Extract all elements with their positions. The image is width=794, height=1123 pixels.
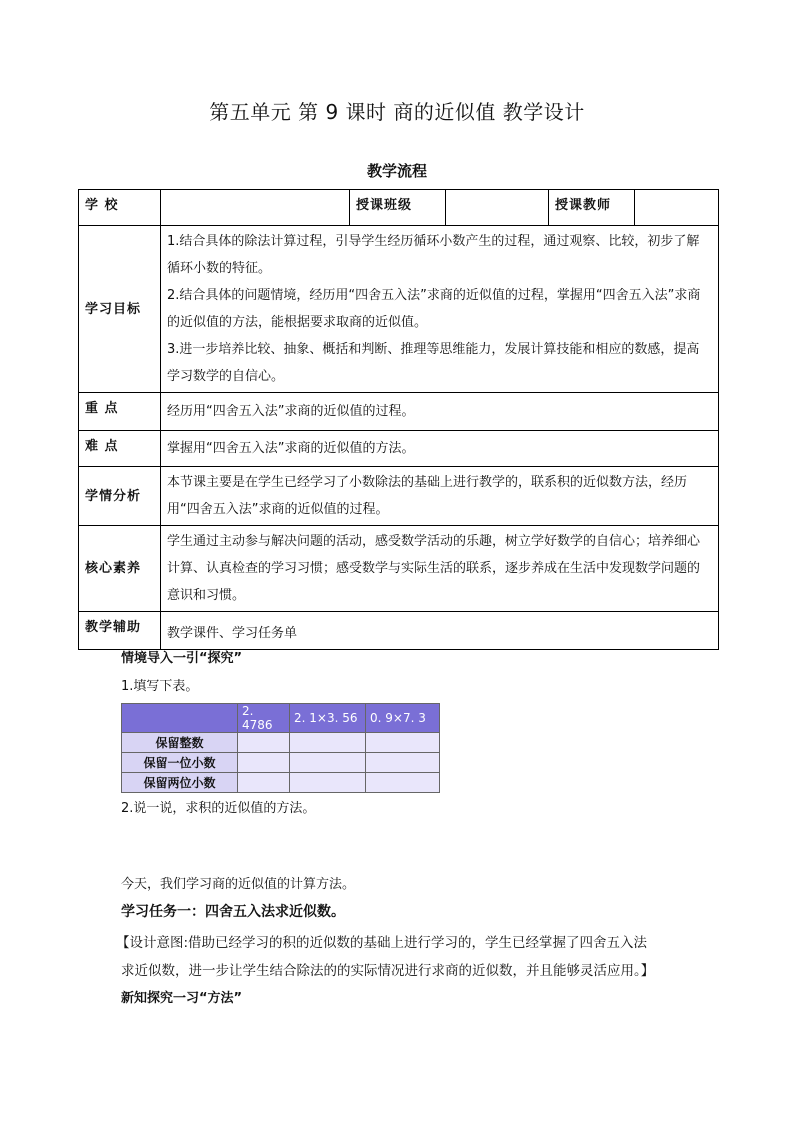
difficulty-label: 难 点 bbox=[79, 431, 161, 467]
teacher-value bbox=[635, 190, 719, 226]
objective-item: 3.进一步培养比较、抽象、概括和判断、推理等思维能力，发展计算技能和相应的数感，提高学习数学的自信心。 bbox=[167, 342, 700, 384]
fill-table-header: 2. 4786 bbox=[238, 704, 290, 733]
class-label: 授课班级 bbox=[350, 190, 446, 226]
design-intent-line: 求近似数，进一步让学生结合除法的的实际情况进行求商的近似数，并且能够灵活应用。】 bbox=[121, 963, 655, 979]
objectives-label: 学习目标 bbox=[79, 226, 161, 393]
fill-table-header bbox=[122, 704, 238, 733]
task-heading: 学习任务一：四舍五入法求近似数。 bbox=[121, 904, 345, 920]
school-value bbox=[161, 190, 350, 226]
section-subtitle: 教学流程 bbox=[366, 162, 427, 180]
difficulty-text: 掌握用“四舍五入法”求商的近似值的方法。 bbox=[161, 431, 719, 467]
school-label: 学 校 bbox=[79, 190, 161, 226]
fill-table-row-label: 保留整数 bbox=[122, 733, 238, 753]
fill-table-row-label: 保留一位小数 bbox=[122, 753, 238, 773]
lesson-info-table bbox=[78, 189, 719, 650]
fill-table-header: 2. 1×3. 56 bbox=[290, 704, 366, 733]
fill-table-row-label: 保留两位小数 bbox=[122, 773, 238, 793]
literacy-text: 学生通过主动参与解决问题的活动，感受数学活动的乐趣，树立学好数学的自信心；培养细心计算、认真检查的学习习惯；感受数学与实际生活的联系，逐步养成在生活中发现数学问题的意识和习惯。 bbox=[161, 526, 719, 612]
literacy-label: 核心素养 bbox=[79, 526, 161, 612]
fill-table-cell bbox=[290, 733, 366, 753]
objectives-cell bbox=[161, 226, 719, 393]
fill-table-cell bbox=[290, 773, 366, 793]
aids-label: 教学辅助 bbox=[79, 612, 161, 650]
fill-table-cell bbox=[290, 753, 366, 773]
design-intent-line: 【设计意图:借助已经学习的积的近似数的基础上进行学习的，学生已经掌握了四舍五入法 bbox=[116, 935, 648, 951]
key-point-label: 重 点 bbox=[79, 393, 161, 431]
fill-table-cell bbox=[238, 733, 290, 753]
document-title: 第五单元 第 9 课时 商的近似值 教学设计 bbox=[209, 100, 585, 124]
section-heading: 情境导入一引“探究” bbox=[121, 651, 243, 666]
step-2: 2.说一说，求积的近似值的方法。 bbox=[121, 801, 316, 816]
fill-in-table bbox=[121, 703, 440, 793]
new-explore-heading: 新知探究一习“方法” bbox=[121, 991, 243, 1006]
fill-table-header: 0. 9×7. 3 bbox=[366, 704, 440, 733]
analysis-label: 学情分析 bbox=[79, 467, 161, 526]
fill-table-cell bbox=[238, 773, 290, 793]
objective-item: 2.结合具体的问题情境，经历用“四舍五入法”求商的近似值的过程，掌握用“四舍五入法”求商的近似值的方法，能根据要求取商的近似值。 bbox=[167, 288, 701, 330]
fill-table-cell bbox=[238, 753, 290, 773]
step-1: 1.填写下表。 bbox=[121, 679, 199, 694]
fill-table-cell bbox=[366, 753, 440, 773]
intro-text: 今天，我们学习商的近似值的计算方法。 bbox=[121, 877, 356, 892]
teacher-label: 授课教师 bbox=[549, 190, 635, 226]
fill-table-cell bbox=[366, 733, 440, 753]
aids-text: 教学课件、学习任务单 bbox=[161, 612, 719, 650]
fill-table-cell bbox=[366, 773, 440, 793]
key-point-text: 经历用“四舍五入法”求商的近似值的过程。 bbox=[161, 393, 719, 431]
objective-item: 1.结合具体的除法计算过程，引导学生经历循环小数产生的过程，通过观察、比较，初步了解循环小数的特征。 bbox=[167, 234, 700, 276]
analysis-text: 本节课主要是在学生已经学习了小数除法的基础上进行教学的，联系积的近似数方法，经历用“四舍五入法”求商的近似值的过程。 bbox=[161, 467, 719, 526]
class-value bbox=[446, 190, 549, 226]
